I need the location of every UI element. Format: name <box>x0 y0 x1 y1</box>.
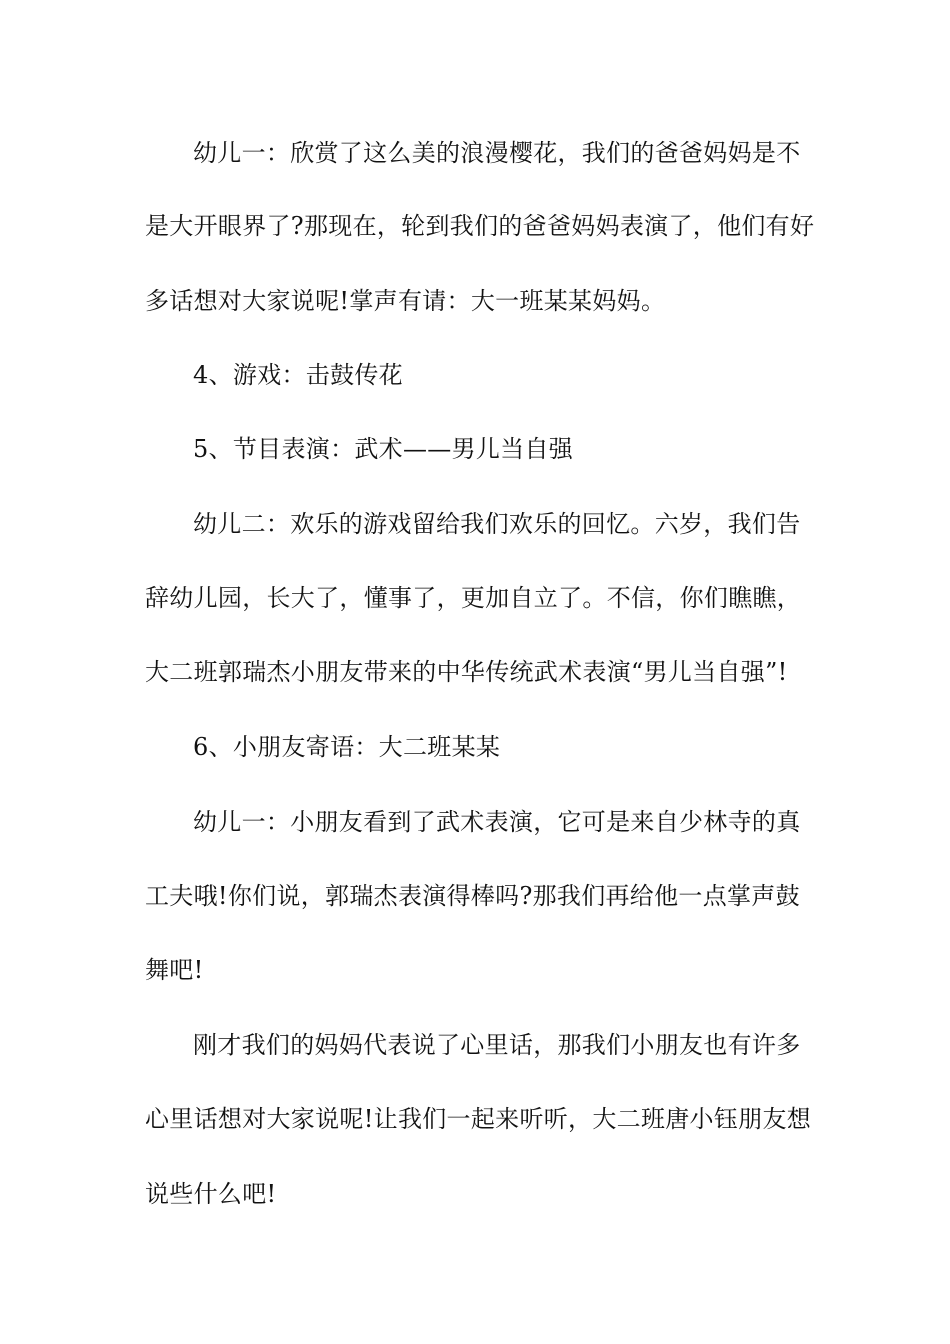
paragraph-line: 多话想对大家说呢!掌声有请：大一班某某妈妈。 <box>145 287 666 315</box>
paragraph-line: 舞吧! <box>145 956 204 984</box>
paragraph-line: 大二班郭瑞杰小朋友带来的中华传统武术表演“男儿当自强”! <box>145 658 788 686</box>
list-item: 4、游戏：击鼓传花 <box>193 361 403 389</box>
paragraph-line: 是大开眼界了?那现在，轮到我们的爸爸妈妈表演了，他们有好 <box>145 212 815 240</box>
paragraph-line: 幼儿一：小朋友看到了武术表演，它可是来自少林寺的真 <box>193 808 801 836</box>
paragraph-line: 工夫哦!你们说，郭瑞杰表演得棒吗?那我们再给他一点掌声鼓 <box>145 882 800 910</box>
paragraph-line: 说些什么吧! <box>145 1180 277 1208</box>
paragraph-line: 心里话想对大家说呢!让我们一起来听听，大二班唐小钰朋友想 <box>145 1105 812 1133</box>
paragraph-line: 幼儿一：欣赏了这么美的浪漫樱花，我们的爸爸妈妈是不 <box>193 139 801 167</box>
paragraph-line: 辞幼儿园，长大了，懂事了，更加自立了。不信，你们瞧瞧， <box>145 584 802 612</box>
paragraph-line: 刚才我们的妈妈代表说了心里话，那我们小朋友也有许多 <box>193 1031 801 1059</box>
list-item: 6、小朋友寄语：大二班某某 <box>193 733 501 761</box>
list-item: 5、节目表演：武术——男儿当自强 <box>193 435 574 463</box>
paragraph-line: 幼儿二：欢乐的游戏留给我们欢乐的回忆。六岁，我们告 <box>193 510 801 538</box>
